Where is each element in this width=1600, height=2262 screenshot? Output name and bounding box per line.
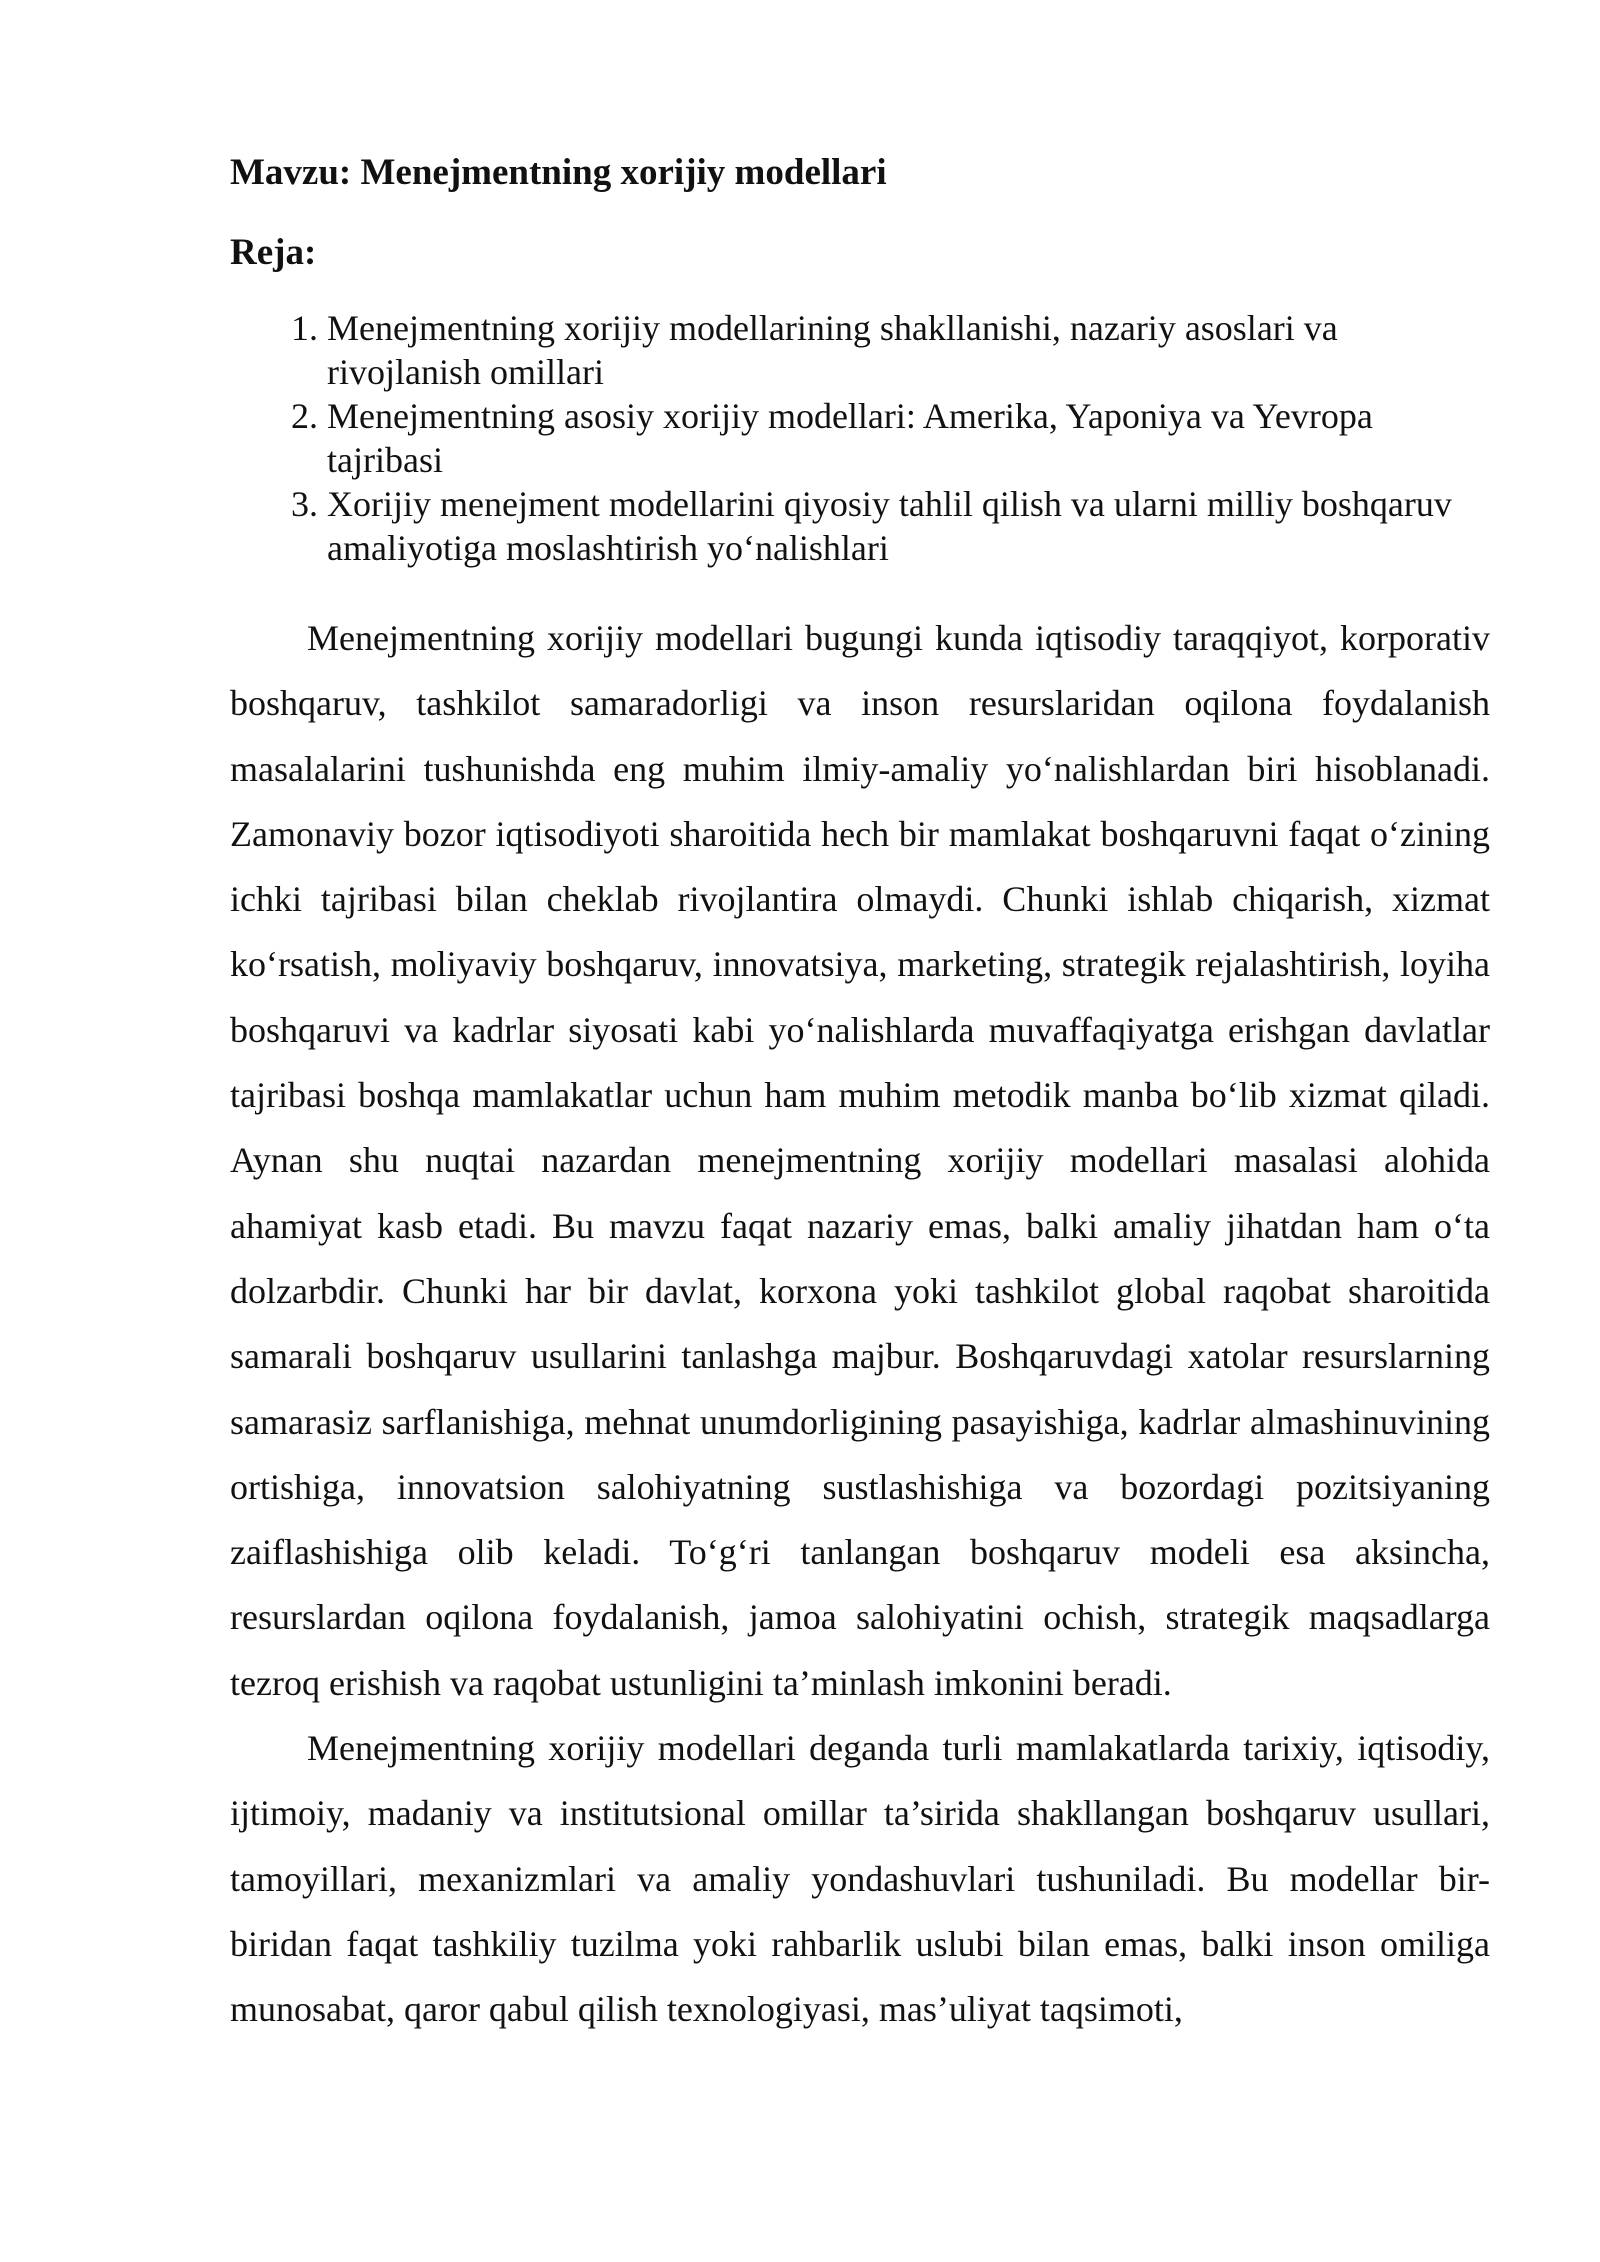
body-paragraph: Menejmentning xorijiy modellari bugungi kunda iqtisodiy taraqqiyot, korporativ boshqaruv, tashkilot samaradorligi va inson resurslaridan oqilona foydalanish masalalarini tushunishda eng muhim ilmiy-amaliy yo‘nalishlardan biri hisoblanadi. Zamonaviy bozor iqtisodiyoti sharoitida hech bir mamlakat boshqaruvni faqat o‘zining ichki tajribasi bilan cheklab rivojlantira olmaydi. Chunki ishlab chiqarish, xizmat ko‘rsatish, moliyaviy boshqaruv, innovatsiya, marketing, strategik rejalashtirish, loyiha boshqaruvi va kadrlar siyosati kabi yo‘nalishlarda muvaffaqiyatga erishgan davlatlar tajribasi boshqa mamlakatlar uchun ham muhim metodik manba bo‘lib xizmat qiladi. Aynan shu nuqtai nazardan menejmentning xorijiy modellari masalasi alohida ahamiyat kasb etadi. Bu mavzu faqat nazariy emas, balki amaliy jihatdan ham o‘ta dolzarbdir. Chunki har bir davlat, korxona yoki tashkilot global raqobat sharoitida samarali boshqaruv usullarini tanlashga majbur. Boshqaruvdagi xatolar resurslarning samarasiz sarflanishiga, mehnat unumdorligining pasayishiga, kadrlar almashinuvining ortishiga, innovatsion salohiyatning sustlashishiga va bozordagi pozitsiyaning zaiflashishiga olib keladi. To‘g‘ri tanlangan boshqaruv modeli esa aksincha, resurslardan oqilona foydalanish, jamoa salohiyatini ochish, strategik maqsadlarga tezroq erishish va raqobat ustunligini ta’minlash imkonini beradi.: [230, 618, 1490, 1703]
document-page: [230, 150, 1490, 2043]
plan-item: 2. Menejmentning asosiy xorijiy modellari: Amerika, Yaponiya va Yevropa tajribasi: [327, 394, 1490, 482]
body-paragraph: Menejmentning xorijiy modellari deganda turli mamlakatlarda tarixiy, iqtisodiy, ijtimoiy, madaniy va institutsional omillar ta’sirida shakllangan boshqaruv usullari, tamoyillari, mexanizmlari va amaliy yondashuvlari tushuniladi. Bu modellar bir-biridan faqat tashkiliy tuzilma yoki rahbarlik uslubi bilan emas, balki inson omiliga munosabat, qaror qabul qilish texnologiyasi, mas’uliyat taqsimoti,: [230, 1728, 1490, 2030]
document-title: Mavzu: Menejmentning xorijiy modellari: [230, 152, 887, 193]
plan-list: [230, 306, 1490, 570]
plan-item: 1. Menejmentning xorijiy modellarining shakllanishi, nazariy asoslari va rivojlanish omillari: [327, 306, 1490, 394]
plan-heading: Reja:: [230, 232, 317, 273]
plan-item: 3. Xorijiy menejment modellarini qiyosiy tahlil qilish va ularni milliy boshqaruv amaliyotiga moslashtirish yo‘nalishlari: [327, 482, 1490, 570]
